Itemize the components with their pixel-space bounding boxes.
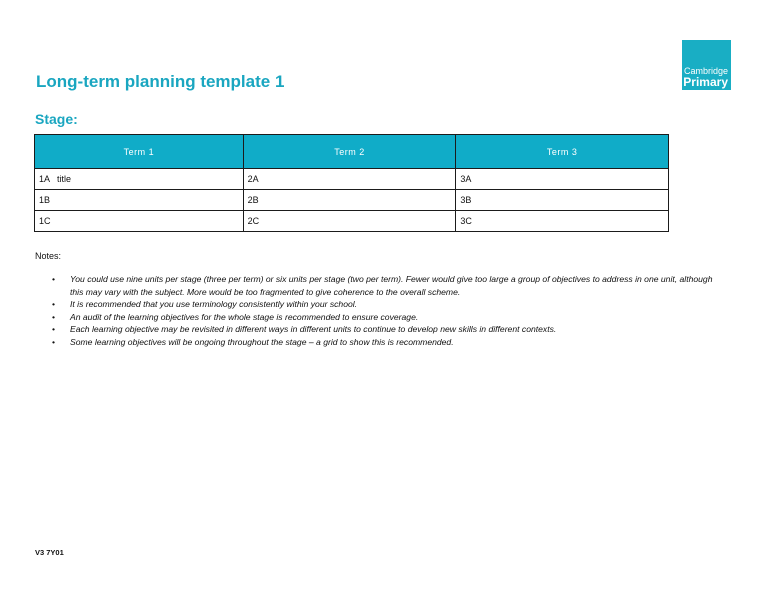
table-cell[interactable]: 1B	[35, 190, 244, 211]
table-cell[interactable]: 3A	[456, 169, 669, 190]
bullet-icon: •	[52, 324, 56, 335]
note-text: You could use nine units per stage (three per term) or six units per stage (two per term). Fewer would give too large a group of objectives to address in one unit, although this may vary with the subject. More would be too fragmented to give coherence to the overall scheme.	[70, 274, 713, 297]
note-text: It is recommended that you use terminology consistently within your school.	[70, 299, 358, 310]
logo-line-1: Cambridge	[683, 66, 728, 76]
list-item	[52, 311, 724, 324]
table-row	[35, 190, 669, 211]
logo-line-2: Primary	[683, 75, 728, 89]
list-item	[52, 298, 724, 311]
list-item	[52, 323, 724, 336]
column-header-term-2: Term 2	[243, 135, 456, 169]
bullet-icon: •	[52, 299, 56, 310]
note-text: Each learning objective may be revisited in different ways in different units to continue to develop new skills in different contexts.	[70, 324, 557, 335]
column-header-term-1: Term 1	[35, 135, 244, 169]
table-cell[interactable]: 2A	[243, 169, 456, 190]
list-item	[52, 273, 724, 298]
bullet-icon: •	[52, 336, 56, 347]
note-text: Some learning objectives will be ongoing throughout the stage – a grid to show this is recommended.	[70, 336, 454, 347]
document-version: V3 7Y01	[35, 548, 64, 557]
bullet-icon: •	[52, 311, 56, 322]
table-cell[interactable]: 1A title	[35, 169, 244, 190]
table-cell[interactable]: 2C	[243, 211, 456, 232]
table-header-row	[35, 135, 669, 169]
note-text: An audit of the learning objectives for the whole stage is recommended to ensure coverage.	[70, 311, 419, 322]
stage-label: Stage:	[35, 111, 78, 127]
page-title: Long-term planning template 1	[36, 72, 285, 91]
table-cell[interactable]: 2B	[243, 190, 456, 211]
bullet-icon: •	[52, 274, 56, 284]
table-cell[interactable]: 3C	[456, 211, 669, 232]
table-row	[35, 169, 669, 190]
planning-table	[34, 134, 669, 232]
notes-list	[52, 273, 724, 349]
table-cell[interactable]: 3B	[456, 190, 669, 211]
table-row	[35, 211, 669, 232]
table-cell[interactable]: 1C	[35, 211, 244, 232]
notes-label: Notes:	[35, 251, 62, 261]
list-item	[52, 336, 724, 349]
cambridge-primary-logo	[682, 40, 731, 90]
column-header-term-3: Term 3	[456, 135, 669, 169]
